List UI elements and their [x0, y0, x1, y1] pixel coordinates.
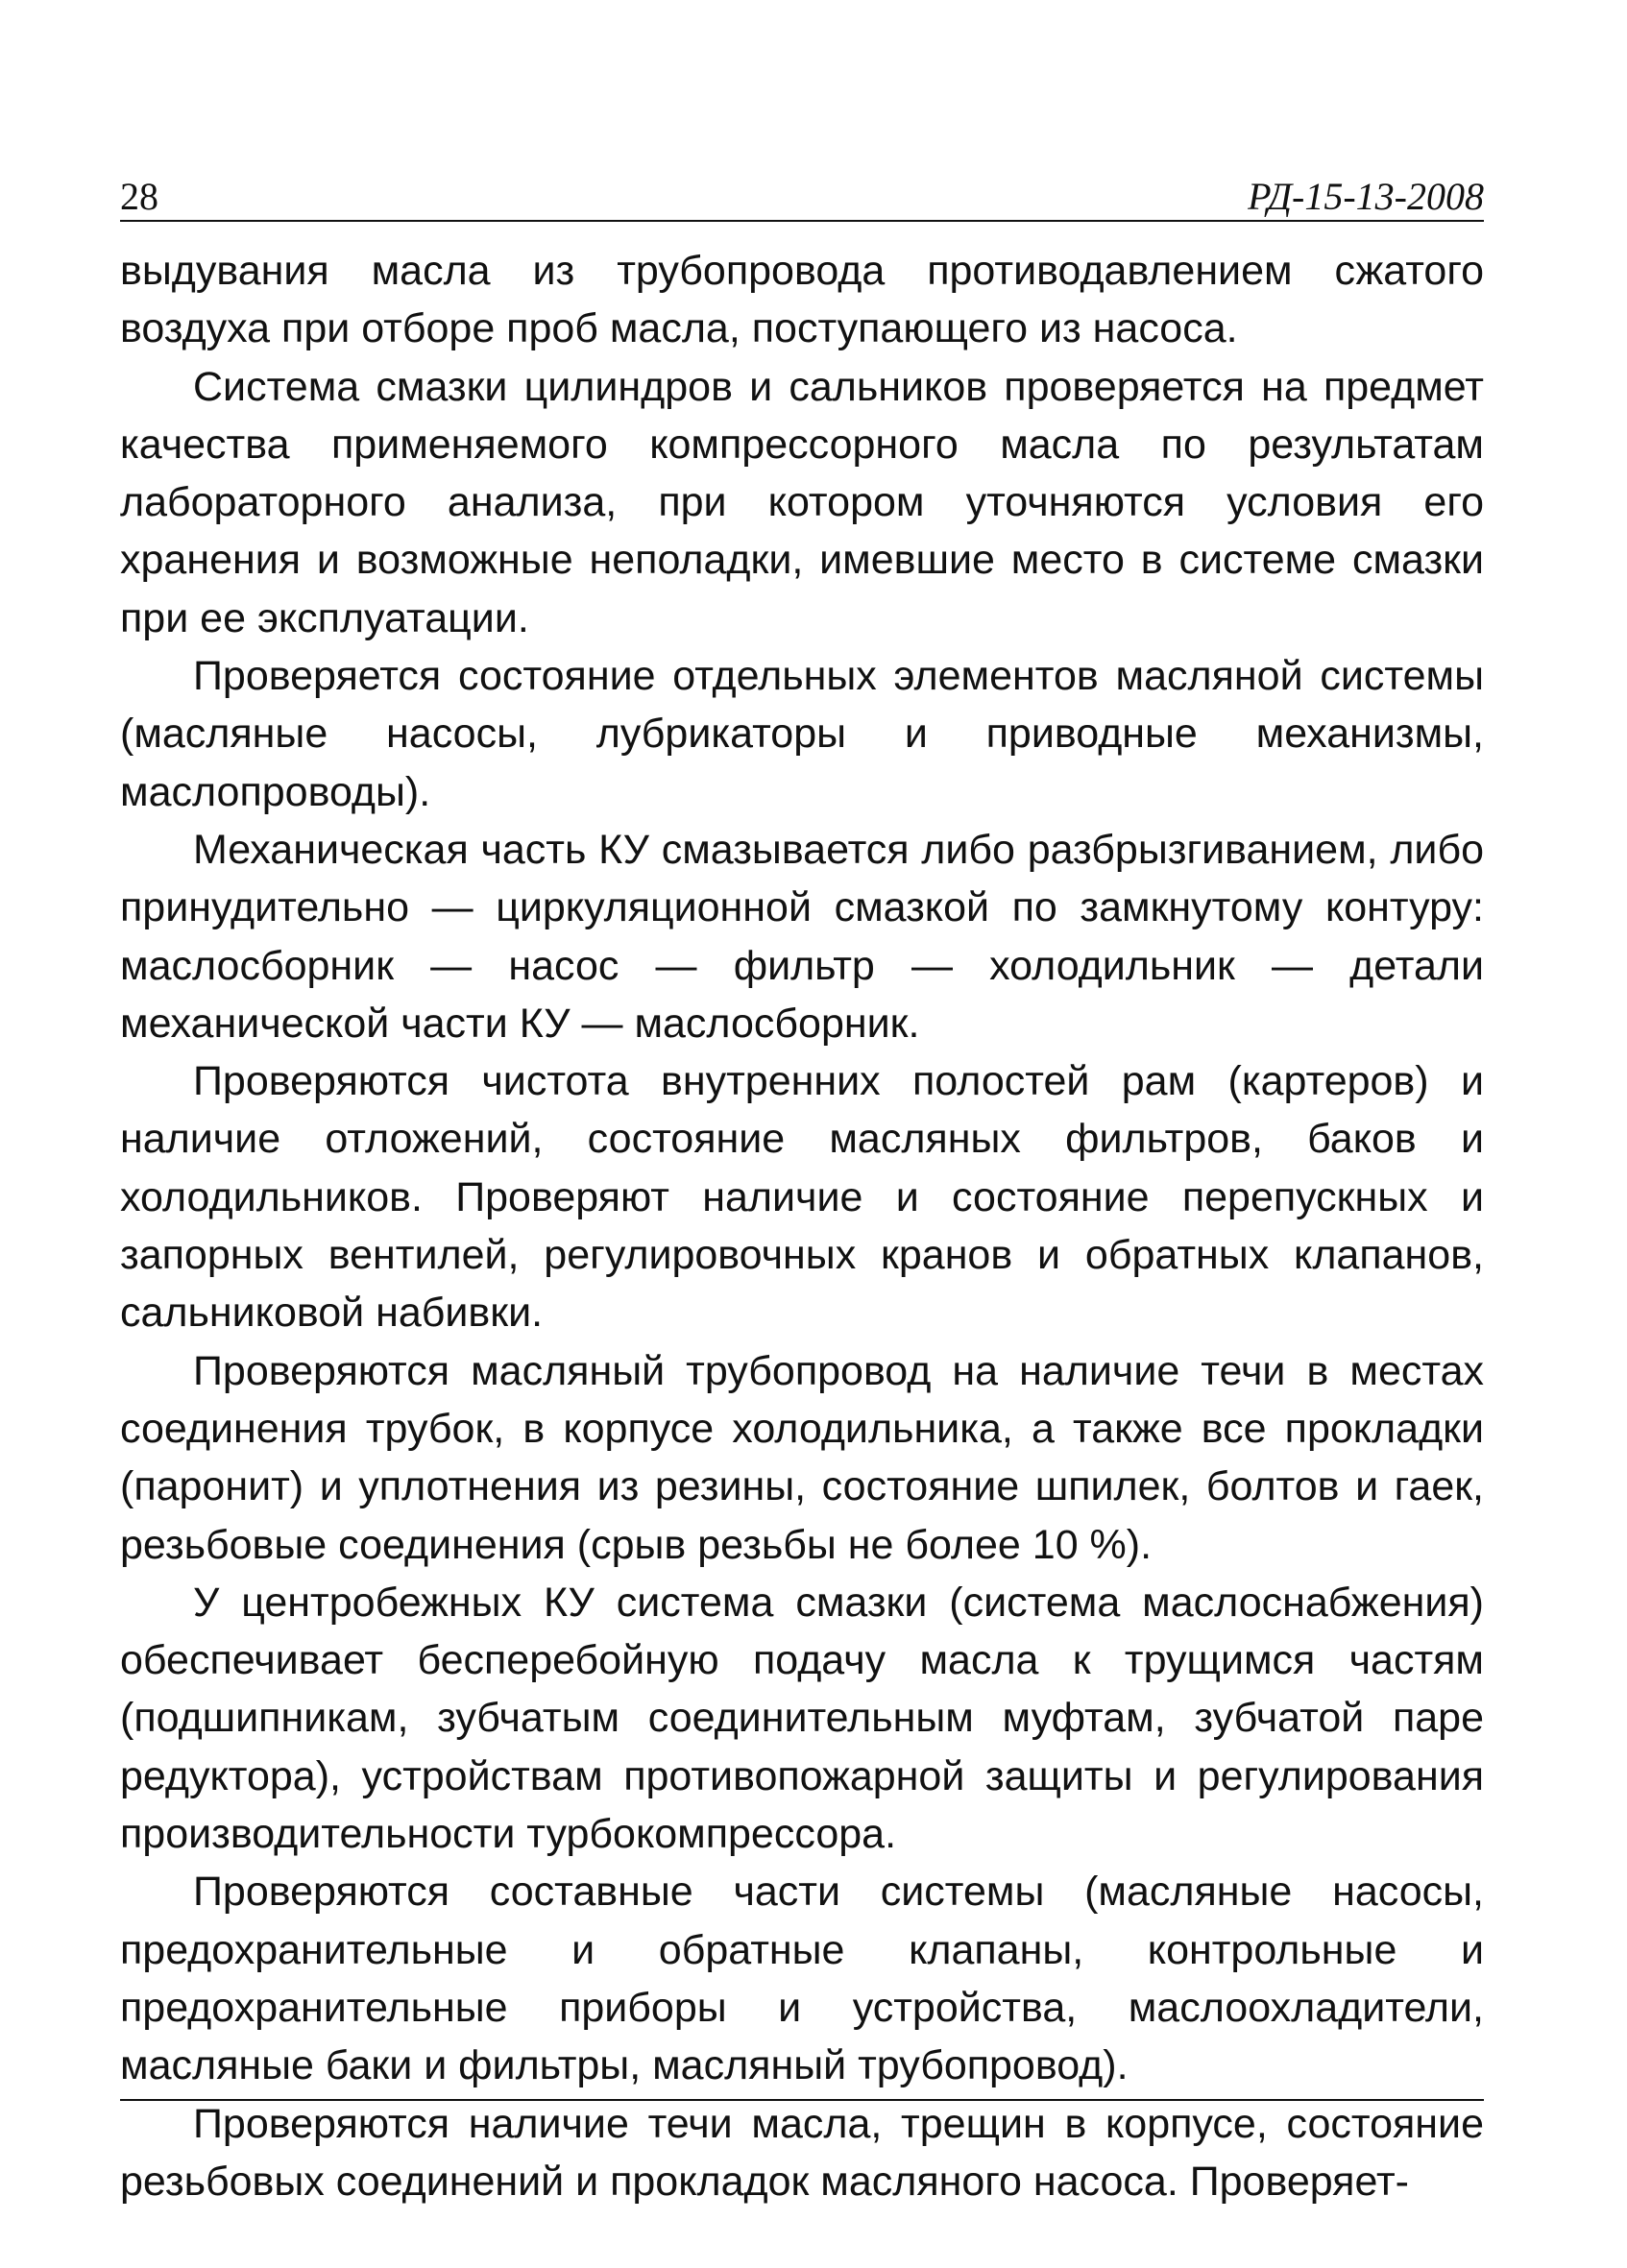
paragraph: Проверяются масляный трубопровод на наличие течи в местах соединения трубок, в корпусе холодильника, а также все прокладки (паронит) и уплотнения из резины, состояние шпилек, болтов и гаек, резьбовые соединения (срыв резьбы не более 10 %). — [120, 1347, 1484, 1568]
paragraph: выдувания масла из трубопровода противодавлением сжатого воздуха при отборе проб масла, поступающего из насоса. — [120, 248, 1484, 352]
header-divider — [120, 220, 1484, 222]
paragraph: Проверяются чистота внутренних полостей рам (картеров) и наличие отложений, состояние масляных фильтров, баков и холодильников. Проверяют наличие и состояние перепускных и запорных вентилей, регулировочных кранов и обратных клапанов, сальниковой набивки. — [120, 1058, 1484, 1337]
paragraph: Проверяются наличие течи масла, трещин в корпусе, состояние резьбовых соединений и прокладок масляного насоса. Проверяет- — [120, 2100, 1484, 2205]
paragraph: У центробежных КУ система смазки (система маслоснабжения) обеспечивает бесперебойную подачу масла к трущимся частям (подшипникам, зубчатым соединительным муфтам, зубчатой паре редуктора), устройствам противопожарной защиты и регулирования производительности турбокомпрессора. — [120, 1579, 1484, 1858]
page-number: 28 — [120, 175, 158, 218]
paragraph: Проверяется состояние отдельных элементов масляной системы (масляные насосы, лубрикаторы и приводные механизмы, маслопроводы). — [120, 653, 1484, 815]
paragraph: Система смазки цилиндров и сальников проверяется на предмет качества применяемого компрессорного масла по результатам лабораторного анализа, при котором уточняются условия его хранения и возможные неполадки, имевшие место в системе смазки при ее эксплуатации. — [120, 363, 1484, 641]
paragraph: Механическая часть КУ смазывается либо разбрызгиванием, либо принудительно — циркуляционной смазкой по замкнутому контуру: маслосборник — насос — фильтр — холодильник — детали механической части КУ — маслосборник. — [120, 826, 1484, 1047]
page-header — [120, 173, 1484, 221]
paragraph: Проверяются составные части системы (масляные насосы, предохранительные и обратные клапаны, контрольные и предохранительные приборы и устройства, маслоохладители, масляные баки и фильтры, масляный трубопровод). — [120, 1869, 1484, 2089]
document-code: РД-15-13-2008 — [1248, 175, 1484, 218]
body-text — [120, 242, 1484, 2210]
footer-divider — [120, 2099, 1484, 2101]
